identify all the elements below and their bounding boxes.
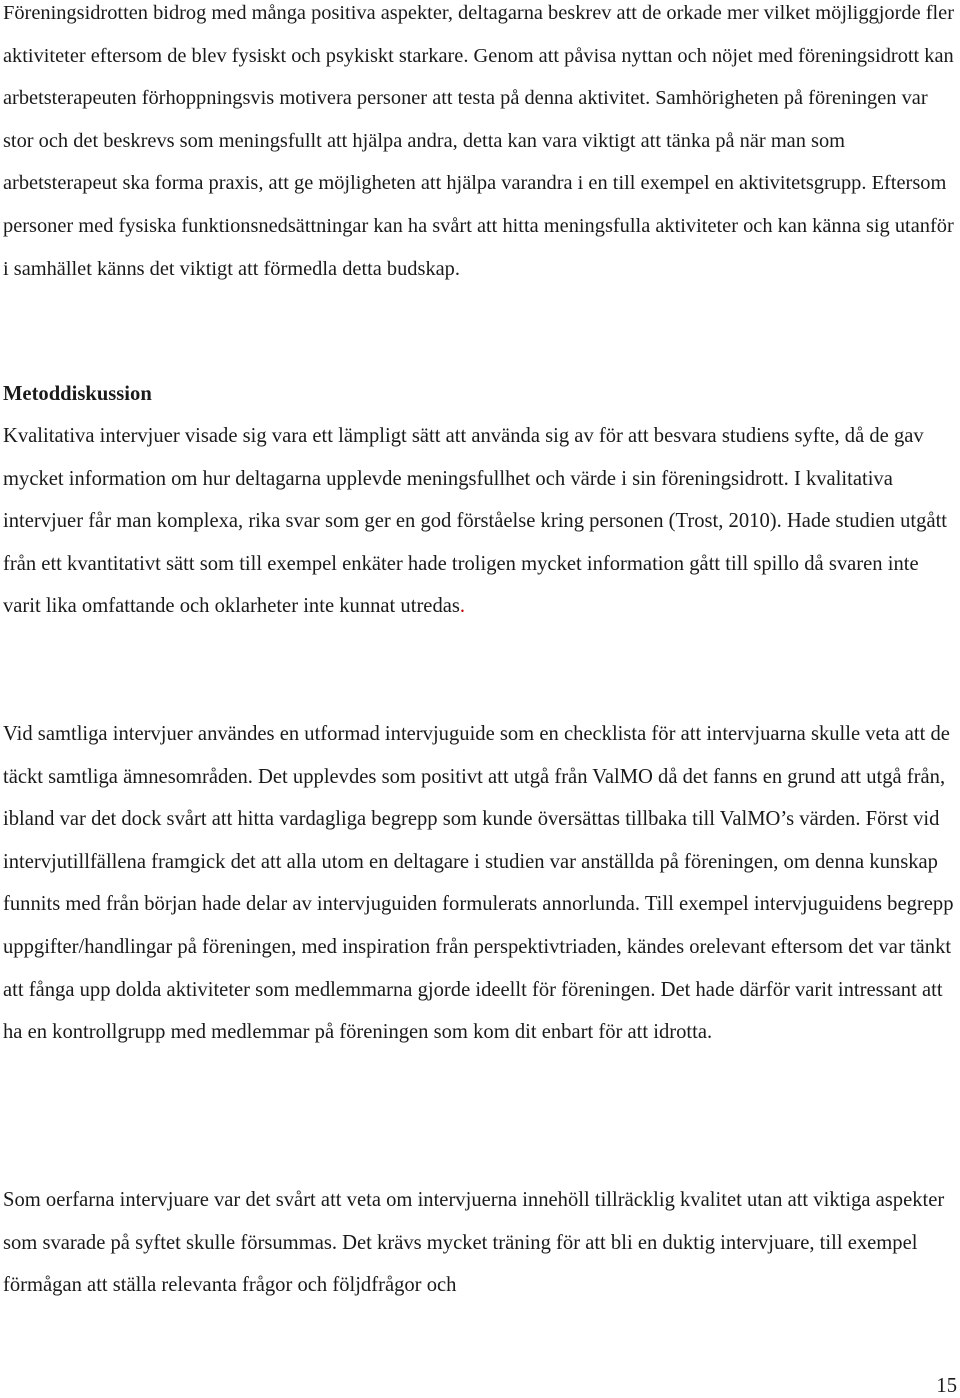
paragraph-results-discussion: Föreningsidrotten bidrog med många positiva aspekter, deltagarna beskrev att de orkade mer vilket möjliggjorde fler aktiviteter eftersom de blev fysiskt och psykiskt starkare. Genom att påvisa nyttan och nöjet med föreningsidrott kan arbetsterapeuten förhoppningsvis motivera personer att testa på denna aktivitet. Samhörigheten på föreningen var stor och det beskrevs som meningsfullt att hjälpa andra, detta kan vara viktigt att tänka på när man som arbetsterapeut ska forma praxis, att ge möjligheten att hjälpa varandra i en till exempel en aktivitetsgrupp. Eftersom personer med fysiska funktionsnedsättningar kan ha svårt att hitta meningsfulla aktiviteter och kan känna sig utanför i samhället känns det viktigt att förmedla detta budskap. <box>3 2 955 280</box>
page-number: 15 <box>936 1375 957 1397</box>
paragraph-inexperienced-interviewers: Som oerfarna intervjuare var det svårt att veta om intervjuerna innehöll tillräcklig kvalitet utan att viktiga aspekter som svarade på syftet skulle försummas. Det krävs mycket träning för att bli en duktig intervjuare, till exempel förmågan att ställa relevanta frågor och följdfrågor och <box>3 1189 945 1297</box>
paragraph-interview-guide: Vid samtliga intervjuer användes en utformad intervjuguide som en checklista för att intervjuarna skulle veta att de täckt samtliga ämnesområden. Det upplevdes som positivt att utgå från ValMO då det fanns en grund att utgå från, ibland var det dock svårt att hitta vardagliga begrepp som kunde översättas tillbaka till ValMO’s värden. Först vid intervjutillfällena framgick det att alla utom en deltagare i studien var anställda på föreningen, om denna kunskap funnits med från början hade delar av intervjuguiden formulerats annorlunda. Till exempel intervjuguidens begrepp uppgifter/handlingar på föreningen, med inspiration från perspektivtriaden, kändes orelevant eftersom det var tänkt att fånga upp dolda aktiviteter som medlemmarna gjorde ideellt för föreningen. Det hade därför varit intressant att ha en kontrollgrupp med medlemmar på föreningen som kom dit enbart för att idrotta. <box>3 723 954 1044</box>
section-heading-metoddiskussion: Metoddiskussion <box>3 383 152 405</box>
paragraph-end-mark: . <box>459 595 466 618</box>
paragraph-method-interviews-text: Kvalitativa intervjuer visade sig vara ett lämpligt sätt att använda sig av för att besvara studiens syfte, då de gav mycket information om hur deltagarna upplevde meningsfullhet och värde i sin föreningsidrott. I kvalitativa intervjuer får man komplexa, rika svar som ger en god förståelse kring personen (Trost, 2010). Hade studien utgått från ett kvantitativt sätt som till exempel enkäter hade troligen mycket information gått till spillo då svaren inte varit lika omfattande och oklarheter inte kunnat utredas <box>3 425 948 618</box>
paragraph-method-interviews <box>3 415 955 628</box>
